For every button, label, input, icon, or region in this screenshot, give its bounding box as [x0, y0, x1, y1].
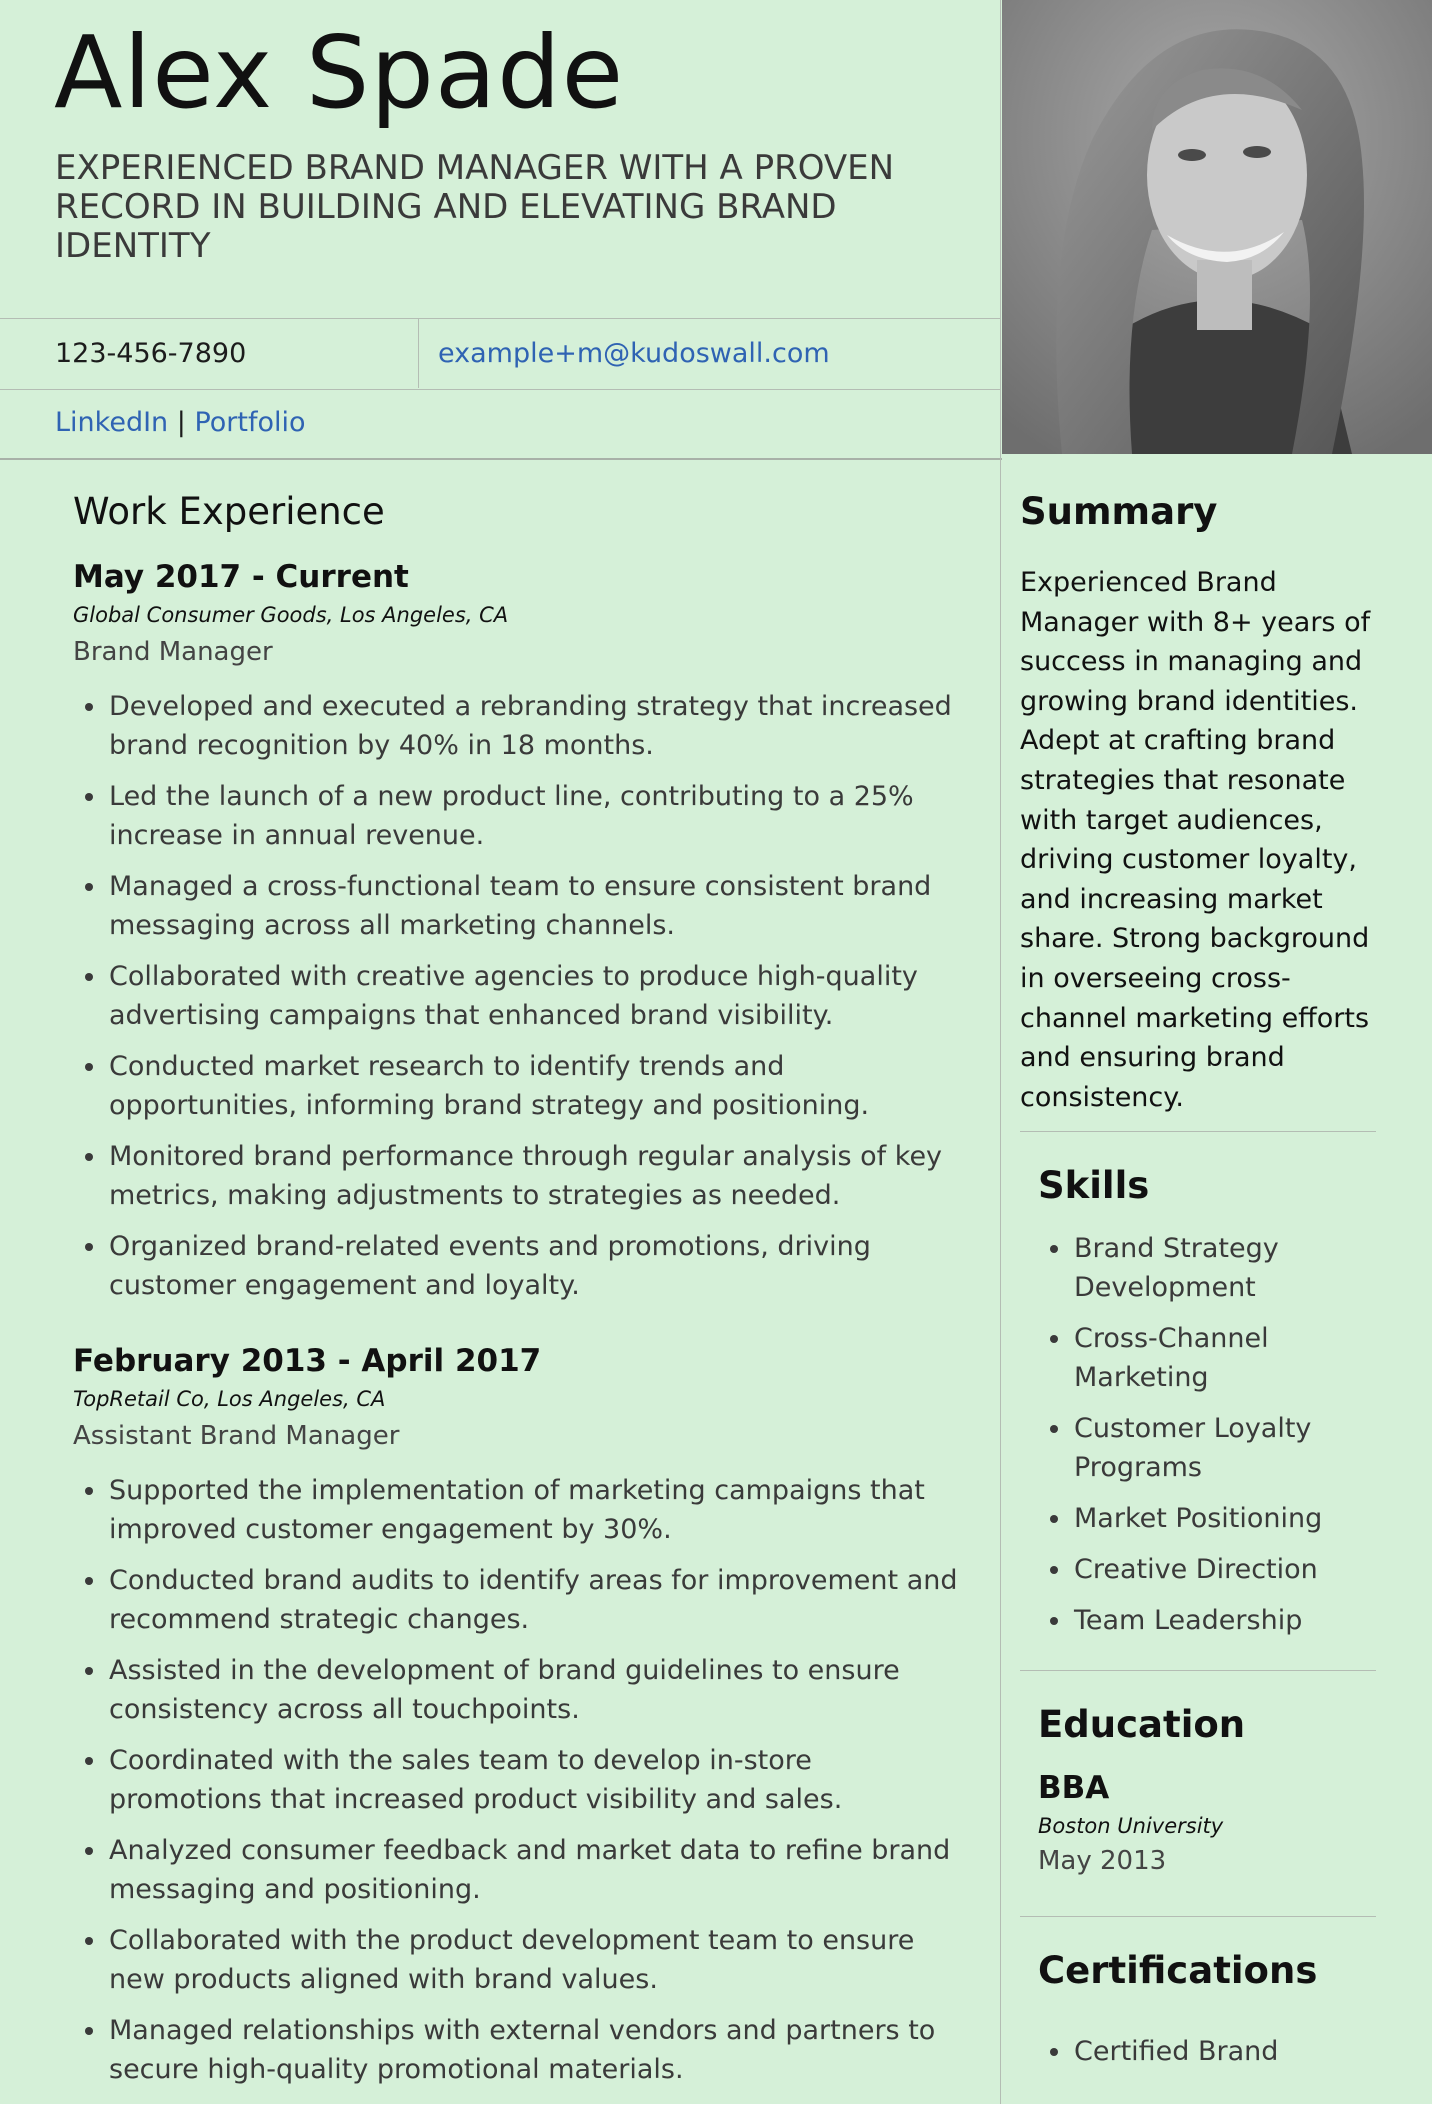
list-item: Assisted in the development of brand guidelines to ensure consistency across all touchpoints.	[73, 1651, 973, 1729]
linkedin-link[interactable]: LinkedIn	[55, 407, 169, 438]
job-entry	[73, 559, 973, 1305]
list-item: Certified Brand	[1038, 2032, 1380, 2071]
job-role: Brand Manager	[73, 637, 273, 667]
list-item: Developed and executed a rebranding strategy that increased brand recognition by 40% in 18 months.	[73, 687, 973, 765]
column-divider	[1000, 0, 1001, 2104]
divider	[0, 458, 1002, 460]
summary-text: Experienced Brand Manager with 8+ years of success in managing and growing brand identities. Adept at crafting brand strategies that resonate with target audiences, driving customer loyalty, and increasing market share. Strong background in overseeing cross-channel marketing efforts and ensuring brand consistency.	[1020, 567, 1371, 1113]
job-bullets	[73, 687, 973, 1305]
section-title: Certifications	[1038, 1949, 1318, 1993]
job-dates: February 2013 - April 2017	[73, 1343, 542, 1379]
list-item: Creative Direction	[1038, 1550, 1380, 1589]
job-company: Global Consumer Goods, Los Angeles, CA	[73, 603, 509, 627]
headline: EXPERIENCED BRAND MANAGER WITH A PROVEN RECORD IN BUILDING AND ELEVATING BRAND IDENTITY	[55, 148, 895, 266]
list-item: Brand Strategy Development	[1038, 1229, 1380, 1307]
certifications-section	[1020, 1949, 1380, 2071]
list-item: Conducted brand audits to identify areas for improvement and recommend strategic changes.	[73, 1561, 973, 1639]
portfolio-link[interactable]: Portfolio	[194, 407, 306, 438]
list-item: Cross-Channel Marketing	[1038, 1319, 1380, 1397]
divider	[1020, 1916, 1376, 1917]
job-bullets	[73, 1471, 973, 2089]
divider	[0, 389, 1000, 390]
education-section	[1020, 1703, 1380, 1876]
resume-header	[0, 0, 1000, 460]
job-dates: May 2017 - Current	[73, 559, 409, 595]
section-title: Skills	[1038, 1164, 1150, 1208]
section-title: Summary	[1020, 490, 1218, 533]
certifications-list	[1038, 2032, 1380, 2071]
education-school: Boston University	[1038, 1814, 1224, 1839]
list-item: Collaborated with creative agencies to produce high-quality advertising campaigns that enhanced brand visibility.	[73, 957, 973, 1035]
email-link[interactable]: example+m@kudoswall.com	[438, 338, 830, 369]
skills-list	[1038, 1229, 1380, 1640]
list-item: Coordinated with the sales team to develop in-store promotions that increased product visibility and sales.	[73, 1741, 973, 1819]
job-entry	[73, 1343, 973, 2089]
job-role: Assistant Brand Manager	[73, 1421, 400, 1451]
job-company: TopRetail Co, Los Angeles, CA	[73, 1387, 386, 1411]
list-item: Monitored brand performance through regular analysis of key metrics, making adjustments to strategies as needed.	[73, 1137, 973, 1215]
candidate-name: Alex Spade	[54, 14, 625, 131]
education-date: May 2013	[1038, 1846, 1167, 1877]
divider	[1020, 1131, 1376, 1132]
list-item: Team Leadership	[1038, 1601, 1380, 1640]
education-degree: BBA	[1038, 1770, 1110, 1807]
list-item: Customer Loyalty Programs	[1038, 1409, 1380, 1487]
divider	[0, 318, 1000, 319]
list-item: Analyzed consumer feedback and market data to refine brand messaging and positioning.	[73, 1831, 973, 1909]
divider	[1020, 1670, 1376, 1671]
summary-section	[1020, 490, 1380, 1117]
list-item: Managed a cross-functional team to ensure consistent brand messaging across all marketing channels.	[73, 867, 973, 945]
profile-links	[55, 407, 306, 438]
phone-number: 123-456-7890	[55, 338, 247, 369]
list-item: Market Positioning	[1038, 1499, 1380, 1538]
list-item: Led the launch of a new product line, contributing to a 25% increase in annual revenue.	[73, 777, 973, 855]
list-item: Organized brand-related events and promotions, driving customer engagement and loyalty.	[73, 1227, 973, 1305]
list-item: Conducted market research to identify trends and opportunities, informing brand strategy and positioning.	[73, 1047, 973, 1125]
link-separator: |	[176, 407, 186, 438]
list-item: Collaborated with the product development team to ensure new products aligned with brand values.	[73, 1921, 973, 1999]
section-title: Education	[1038, 1703, 1246, 1747]
list-item: Managed relationships with external vendors and partners to secure high-quality promotional materials.	[73, 2011, 973, 2089]
sidebar	[1020, 490, 1380, 2083]
profile-photo	[1002, 0, 1432, 454]
skills-section	[1020, 1164, 1380, 1640]
portrait-image	[1002, 0, 1432, 454]
section-title: Work Experience	[73, 490, 385, 533]
list-item: Supported the implementation of marketing campaigns that improved customer engagement by 30%.	[73, 1471, 973, 1549]
divider	[418, 318, 419, 388]
work-experience-section	[73, 490, 973, 2101]
